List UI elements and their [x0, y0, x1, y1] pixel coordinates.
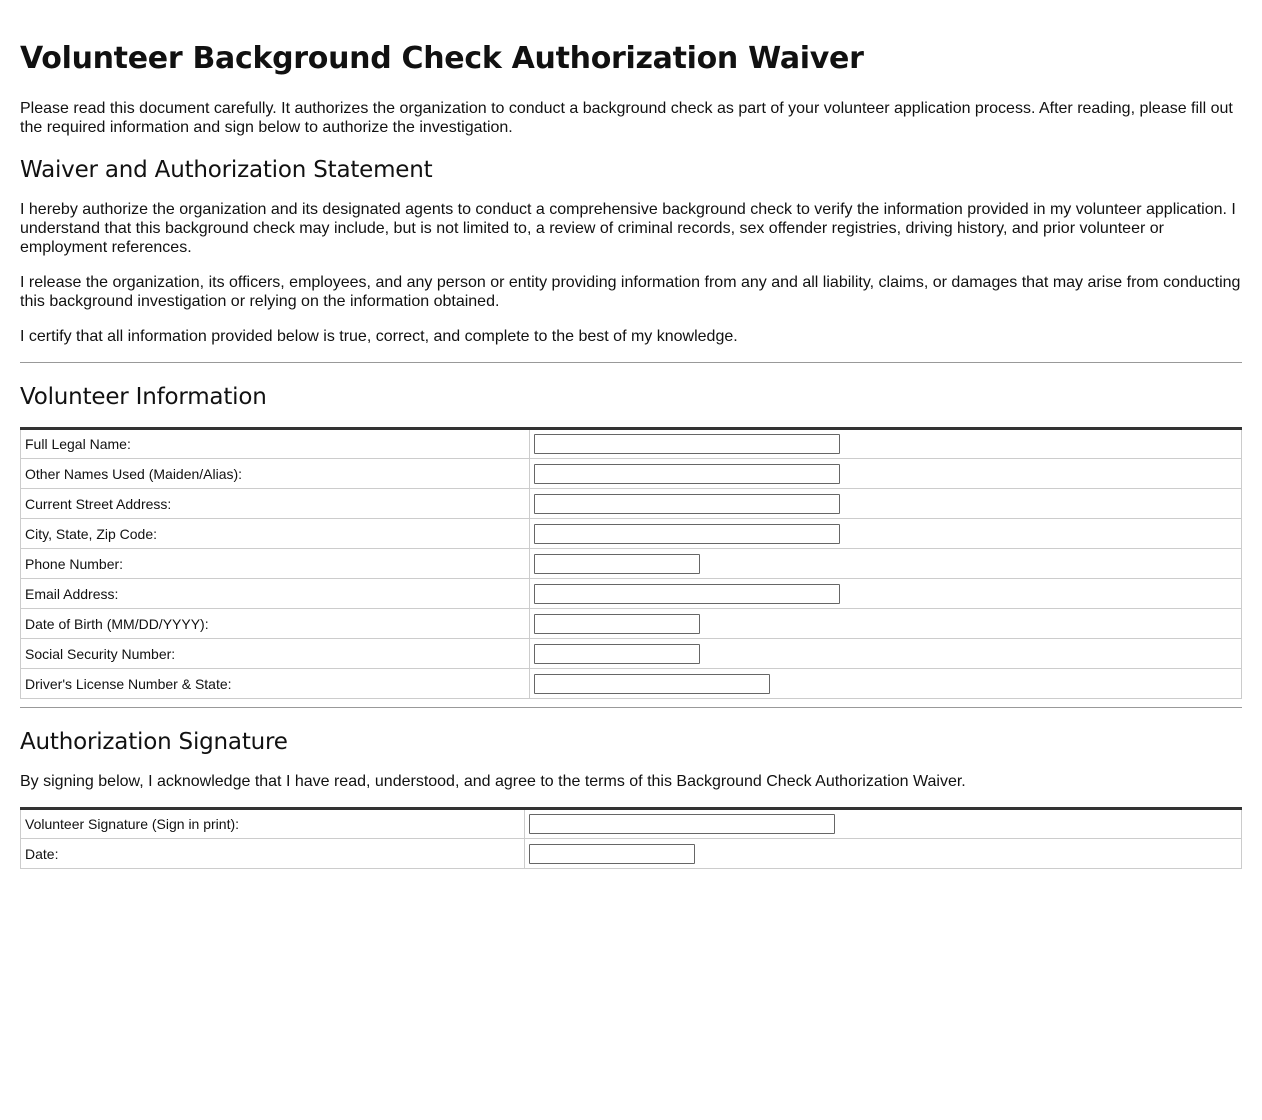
waiver-paragraph: I hereby authorize the organization and its designated agents to conduct a comprehensive background check to verify the information provided in my volunteer application. I understand that this background check may include, but is not limited to, a review of criminal records, sex offender registries, driving history, and prior volunteer or employment references.	[20, 201, 1236, 256]
volunteer-info-heading: Volunteer Information	[20, 384, 267, 410]
email-address-input[interactable]	[534, 584, 840, 604]
field-cell	[530, 489, 1242, 519]
field-label: Volunteer Signature (Sign in print):	[21, 809, 525, 839]
field-cell	[530, 429, 1242, 459]
field-label: Email Address:	[21, 579, 530, 609]
table-row	[21, 459, 1242, 489]
field-cell	[530, 549, 1242, 579]
waiver-heading: Waiver and Authorization Statement	[20, 157, 433, 183]
field-label: Full Legal Name:	[21, 429, 530, 459]
intro-paragraph: Please read this document carefully. It authorizes the organization to conduct a background check as part of your volunteer application process. After reading, please fill out the required information and sign below to authorize the investigation.	[20, 100, 1233, 136]
table-row	[21, 669, 1242, 699]
field-label: Social Security Number:	[21, 639, 530, 669]
field-label: Current Street Address:	[21, 489, 530, 519]
field-cell	[530, 609, 1242, 639]
signature-statement: By signing below, I acknowledge that I have read, understood, and agree to the terms of this Background Check Authorization Waiver.	[20, 773, 966, 790]
field-cell	[525, 839, 1242, 869]
field-cell	[530, 639, 1242, 669]
date-of-birth-input[interactable]	[534, 614, 700, 634]
field-cell	[525, 809, 1242, 839]
volunteer-info-section	[20, 383, 1242, 699]
date-input[interactable]	[529, 844, 695, 864]
signature-section	[20, 728, 1242, 869]
waiver-paragraph: I release the organization, its officers, employees, and any person or entity providing information from any and all liability, claims, or damages that may arise from conducting this background investigation or relying on the information obtained.	[20, 274, 1241, 310]
table-row	[21, 549, 1242, 579]
field-label: Date:	[21, 839, 525, 869]
volunteer-info-table	[20, 427, 1242, 699]
street-address-input[interactable]	[534, 494, 840, 514]
table-row	[21, 609, 1242, 639]
table-row	[21, 579, 1242, 609]
field-cell	[530, 669, 1242, 699]
ssn-input[interactable]	[534, 644, 700, 664]
field-label: Phone Number:	[21, 549, 530, 579]
table-row	[21, 839, 1242, 869]
divider	[20, 707, 1242, 708]
table-row	[21, 489, 1242, 519]
drivers-license-input[interactable]	[534, 674, 770, 694]
table-row	[21, 519, 1242, 549]
field-label: Date of Birth (MM/DD/YYYY):	[21, 609, 530, 639]
field-cell	[530, 579, 1242, 609]
field-label: Driver's License Number & State:	[21, 669, 530, 699]
divider	[20, 362, 1242, 363]
field-label: City, State, Zip Code:	[21, 519, 530, 549]
table-row	[21, 429, 1242, 459]
field-label: Other Names Used (Maiden/Alias):	[21, 459, 530, 489]
field-cell	[530, 519, 1242, 549]
waiver-paragraph: I certify that all information provided below is true, correct, and complete to the best of my knowledge.	[20, 328, 738, 345]
other-names-input[interactable]	[534, 464, 840, 484]
waiver-section	[20, 156, 1242, 346]
signature-input[interactable]	[529, 814, 835, 834]
signature-table	[20, 807, 1242, 869]
full-legal-name-input[interactable]	[534, 434, 840, 454]
field-cell	[530, 459, 1242, 489]
table-row	[21, 809, 1242, 839]
city-state-zip-input[interactable]	[534, 524, 840, 544]
table-row	[21, 639, 1242, 669]
signature-heading: Authorization Signature	[20, 729, 288, 755]
page-title: Volunteer Background Check Authorization Waiver	[20, 41, 864, 76]
phone-number-input[interactable]	[534, 554, 700, 574]
